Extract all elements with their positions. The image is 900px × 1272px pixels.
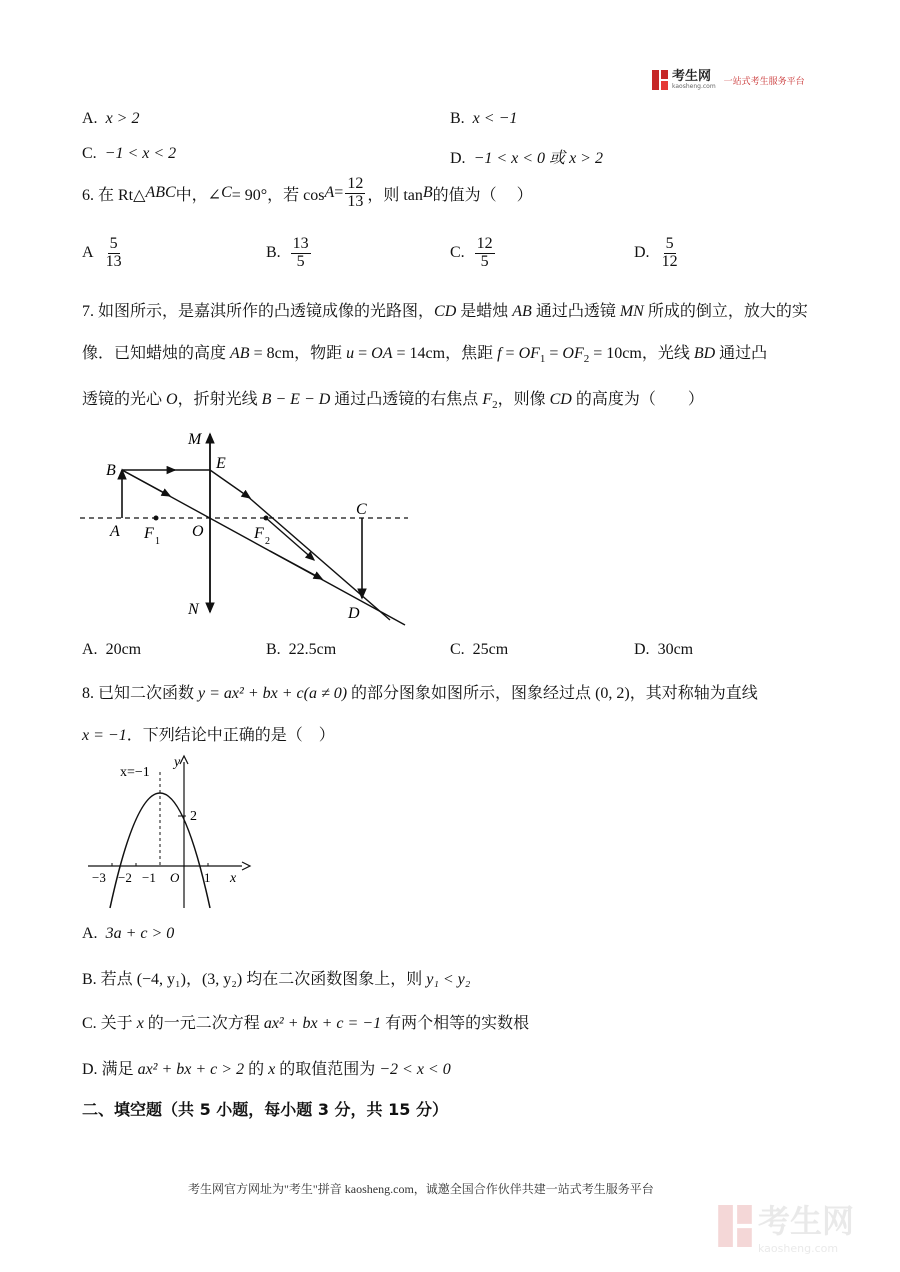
- x-axis-arrow-icon: [242, 862, 250, 870]
- q7-text: 通过凸透镜: [531, 303, 620, 320]
- footer-text: 考生网官方网址为"考生"拼音 kaosheng.com，诚邀全国合作伙伴共建一站式考生服务平台: [188, 1182, 654, 1196]
- option-text: x > 2: [105, 110, 140, 127]
- option-text: ，: [185, 971, 202, 988]
- option-text: x: [136, 1015, 144, 1032]
- q7-text: = 14cm，焦距: [392, 345, 498, 362]
- label-b: B: [106, 462, 116, 479]
- option-label: B.: [266, 641, 281, 658]
- q6-text: ABC: [145, 184, 176, 202]
- option-label: D.: [634, 641, 650, 658]
- option-text: −1 < x < 2: [104, 145, 177, 162]
- q8-text: (a ≠ 0): [303, 685, 348, 702]
- q8-option-a: [82, 925, 174, 943]
- option-text: 的: [244, 1061, 269, 1078]
- q7-stem-line1: [82, 298, 808, 321]
- label-d: D: [348, 605, 360, 622]
- option-text: 3a + c > 0: [105, 925, 175, 942]
- q8-text: 的部分图象如图所示，图象经过点: [347, 685, 596, 702]
- option-label: D.: [450, 150, 466, 167]
- label-f2: F: [254, 525, 264, 542]
- q8-text: 8. 已知二次函数: [82, 685, 199, 702]
- option-text: 30cm: [657, 641, 694, 658]
- watermark: [718, 1196, 854, 1255]
- q7-text: 通过凸: [715, 345, 768, 362]
- q7-text: OA: [371, 345, 393, 362]
- q6-text: 6. 在 Rt△: [82, 186, 146, 204]
- q8-parabola-graph: [82, 750, 252, 910]
- x-label: x: [230, 871, 237, 886]
- q7-text: CD: [549, 391, 572, 408]
- x-tick: 1: [204, 870, 211, 885]
- label-f1: F: [144, 525, 154, 542]
- x-tick: −2: [118, 870, 132, 885]
- q6-text: B: [422, 184, 433, 202]
- option-text: 有两个相等的实数根: [381, 1015, 530, 1032]
- label-f2-sub: 2: [265, 536, 270, 547]
- q7-text: MN: [619, 303, 644, 320]
- option-label: C.: [82, 1015, 97, 1032]
- q6-option-c: [450, 236, 497, 271]
- q7-stem-line3: [82, 386, 704, 411]
- q7-text: 2: [583, 353, 590, 366]
- watermark-sub: kaosheng.com: [758, 1242, 839, 1255]
- option-text: 的一元二次方程: [143, 1015, 264, 1032]
- q6-text: ，则 tan: [367, 186, 423, 204]
- label-f1-sub: 1: [155, 536, 160, 547]
- q7-text: CD: [434, 303, 457, 320]
- origin-label: O: [170, 870, 180, 885]
- symmetry-label: x=−1: [120, 765, 150, 780]
- q5-option-b: [450, 110, 517, 128]
- q8-stem-line1: [82, 680, 758, 703]
- option-text: 均在二次函数图象上，则: [242, 971, 427, 988]
- q6-text: 中，∠: [175, 186, 222, 204]
- q7-option-c: [450, 641, 508, 659]
- q7-option-a: [82, 641, 141, 659]
- q8-text: y = ax² + bx + c: [198, 685, 304, 702]
- option-text: (3, y₂): [201, 971, 243, 988]
- logo-mark-icon: [652, 70, 668, 90]
- ray-od-arrow: [270, 551, 322, 579]
- q7-stem-line2: [82, 340, 767, 365]
- option-fraction: $\frac{5}{13}$: [105, 235, 122, 270]
- q7-text: =: [545, 345, 563, 362]
- q8-option-b: [82, 966, 470, 989]
- label-n: N: [188, 601, 199, 618]
- watermark-logo-icon: [718, 1205, 752, 1247]
- option-text: −1 < x < 0 或: [473, 150, 570, 167]
- q6-text: A: [324, 184, 335, 202]
- q7-text: u: [346, 345, 355, 362]
- label-o: O: [192, 523, 204, 540]
- option-label: A.: [82, 641, 98, 658]
- option-label: C.: [450, 641, 465, 658]
- q8-option-c: [82, 1010, 529, 1033]
- q6-stem: [82, 176, 533, 211]
- q8-stem-line2: [82, 722, 335, 745]
- option-label: D.: [634, 244, 650, 262]
- q7-option-b: [266, 641, 336, 659]
- q7-text: OF: [562, 345, 584, 362]
- header-logo: [652, 70, 805, 90]
- option-label: C.: [82, 145, 97, 162]
- option-text: −2 < x < 0: [379, 1061, 451, 1078]
- q6-option-d: [634, 236, 682, 271]
- option-text: 满足: [101, 1061, 138, 1078]
- q7-text: 7. 如图所示，是嘉淇所作的凸透镜成像的光路图，: [82, 303, 435, 320]
- q7-text: =: [354, 345, 372, 362]
- q7-text: = 8cm，物距: [249, 345, 347, 362]
- logo-domain: kaosheng.com: [672, 82, 716, 90]
- option-text: ax² + bx + c = −1: [263, 1015, 382, 1032]
- q8-text: ．下列结论中正确的是（ ）: [126, 727, 335, 744]
- q7-text: 2: [492, 399, 498, 412]
- q5-option-c: [82, 145, 176, 163]
- label-c: C: [356, 501, 367, 518]
- option-text: x < −1: [472, 110, 518, 127]
- option-fraction: $\frac{12}{5}$: [476, 235, 493, 270]
- option-text: (−4, y₁): [136, 971, 186, 988]
- q7-text: 透镜的光心: [82, 391, 167, 408]
- ray-bo-arrow: [122, 470, 170, 496]
- q8-text: (0, 2): [595, 685, 630, 702]
- q7-option-d: [634, 641, 693, 659]
- q7-text: AB: [512, 303, 532, 320]
- q6-text: 的值为（ ）: [432, 186, 533, 204]
- label-a: A: [110, 523, 120, 540]
- option-label: B.: [82, 971, 97, 988]
- ray-ef2-arrow: [210, 470, 250, 498]
- option-text: 20cm: [105, 641, 142, 658]
- focal-point-f1: [154, 516, 159, 521]
- section-2-title: 二、填空题（共 5 小题，每小题 3 分，共 15 分）: [82, 1100, 448, 1119]
- option-label: A.: [82, 110, 98, 127]
- option-label: B.: [450, 110, 465, 127]
- option-fraction: $\frac{13}{5}$: [292, 235, 309, 270]
- q7-text: 是蜡烛: [456, 303, 513, 320]
- x-tick: −1: [142, 870, 156, 885]
- q7-text: = 10cm，光线: [589, 345, 694, 362]
- q7-text: 像．已知蜡烛的高度: [82, 345, 231, 362]
- label-m: M: [188, 431, 202, 448]
- q8-text: ，其对称轴为直线: [629, 685, 758, 702]
- q6-fraction: $\frac{12}{13}$: [347, 175, 364, 210]
- ray-ed: [246, 495, 390, 620]
- q7-text: ，则像: [497, 391, 550, 408]
- option-label: B.: [266, 244, 281, 262]
- q6-text: C: [221, 184, 232, 202]
- logo-slogan: 一站式考生服务平台: [723, 76, 805, 87]
- watermark-text: 考生网: [758, 1202, 855, 1240]
- option-label: D.: [82, 1061, 98, 1078]
- q6-option-b: [266, 236, 313, 271]
- label-e: E: [216, 455, 226, 472]
- q7-text: O: [166, 391, 178, 408]
- q7-text: BD: [693, 345, 716, 362]
- option-text: 的取值范围为: [275, 1061, 380, 1078]
- q7-text: 1: [539, 353, 546, 366]
- option-text: 25cm: [472, 641, 509, 658]
- q5-option-a: [82, 110, 139, 128]
- q7-lens-diagram: [70, 420, 420, 635]
- q7-text: OF: [518, 345, 540, 362]
- option-label: C.: [450, 244, 465, 262]
- option-text: y₁ < y₂: [426, 971, 471, 988]
- y-tick-2: 2: [190, 809, 197, 824]
- q7-text: 所成的倒立，放大的实: [643, 303, 808, 320]
- option-text: x > 2: [569, 150, 603, 167]
- q7-text: AB: [230, 345, 250, 362]
- logo-brand: 考生网: [672, 68, 712, 84]
- option-text: 关于: [100, 1015, 137, 1032]
- q7-text: =: [501, 345, 519, 362]
- q7-text: ，折射光线: [177, 391, 262, 408]
- q7-text: B − E − D: [261, 391, 331, 408]
- ray-f2d-arrow: [266, 518, 314, 560]
- q8-option-d: [82, 1056, 451, 1079]
- q6-option-a: [82, 236, 126, 271]
- option-text: x: [268, 1061, 276, 1078]
- option-fraction: $\frac{5}{12}$: [661, 235, 678, 270]
- option-label: A: [82, 244, 94, 262]
- x-tick: −3: [92, 870, 106, 885]
- q6-text: = 90°，若 cos: [231, 186, 325, 204]
- q6-text: =: [334, 184, 344, 202]
- q7-text: 的高度为（ ）: [571, 391, 704, 408]
- q7-text: F: [482, 391, 493, 408]
- option-label: A.: [82, 925, 98, 942]
- option-text: ax² + bx + c > 2: [137, 1061, 245, 1078]
- q7-text: 通过凸透镜的右焦点: [330, 391, 483, 408]
- y-label: y: [174, 755, 181, 770]
- focal-point-f2: [264, 516, 269, 521]
- q8-text: x = −1: [82, 727, 127, 744]
- option-text: 若点: [100, 971, 137, 988]
- option-text: 22.5cm: [288, 641, 337, 658]
- q7-text: f: [497, 345, 502, 362]
- q5-option-d: [450, 145, 603, 168]
